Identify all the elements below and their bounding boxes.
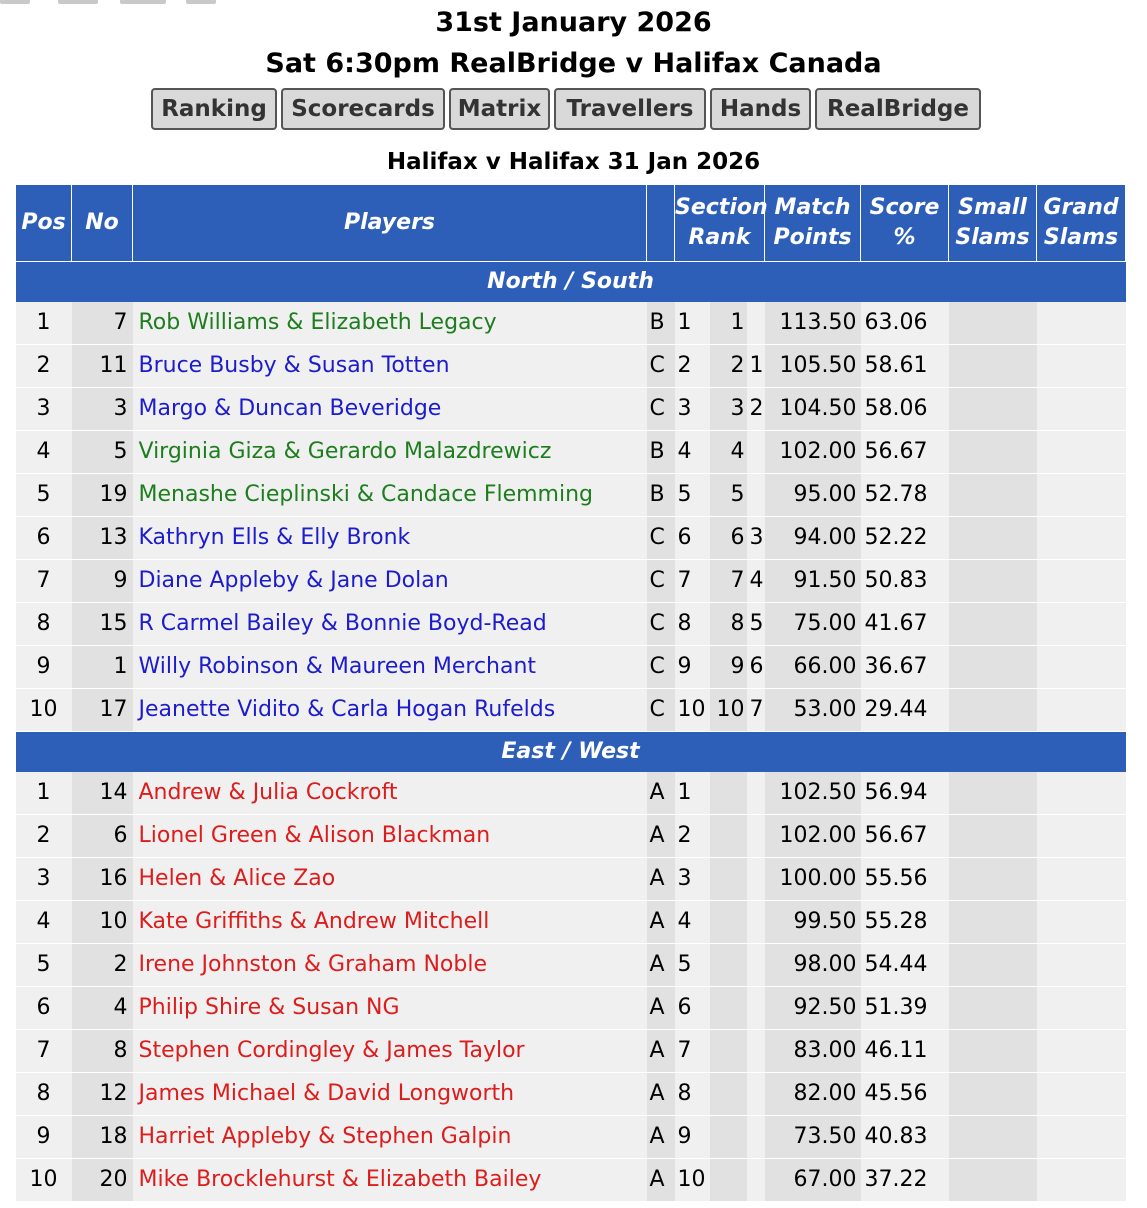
row-small-slams <box>949 858 1037 901</box>
row-pair-number: 11 <box>72 345 133 388</box>
nav-tabs <box>151 88 985 130</box>
section-header-row <box>16 732 1126 773</box>
row-strat: C <box>647 603 675 646</box>
row-rank-2: 6 <box>710 517 747 560</box>
row-strat: B <box>647 474 675 517</box>
col-header-strat <box>647 185 675 262</box>
table-row <box>16 1073 1126 1116</box>
row-grand-slams <box>1037 858 1126 901</box>
row-small-slams <box>949 388 1037 431</box>
row-pos: 10 <box>16 689 72 732</box>
row-rank-1: 2 <box>675 345 710 388</box>
row-rank-2 <box>710 987 747 1030</box>
row-pos: 5 <box>16 944 72 987</box>
row-pos: 9 <box>16 1116 72 1159</box>
row-rank-3 <box>747 944 765 987</box>
row-players[interactable]: Bruce Busby & Susan Totten <box>133 345 647 388</box>
row-pair-number: 13 <box>72 517 133 560</box>
row-rank-1: 6 <box>675 517 710 560</box>
row-players[interactable]: Kate Griffiths & Andrew Mitchell <box>133 901 647 944</box>
row-match-points: 102.50 <box>765 772 861 815</box>
row-score-pct: 50.83 <box>861 560 949 603</box>
row-strat: A <box>647 987 675 1030</box>
row-players[interactable]: James Michael & David Longworth <box>133 1073 647 1116</box>
row-rank-2 <box>710 858 747 901</box>
table-row <box>16 815 1126 858</box>
row-rank-3 <box>747 1116 765 1159</box>
table-row <box>16 388 1126 431</box>
row-rank-1: 7 <box>675 1030 710 1073</box>
table-row <box>16 772 1126 815</box>
col-header-score-pct <box>861 185 949 262</box>
row-strat: A <box>647 815 675 858</box>
results-subtitle: Halifax v Halifax 31 Jan 2026 <box>0 144 1147 180</box>
row-score-pct: 41.67 <box>861 603 949 646</box>
tab-hands[interactable]: Hands <box>710 88 811 130</box>
row-rank-1: 4 <box>675 901 710 944</box>
row-strat: A <box>647 1030 675 1073</box>
row-rank-2 <box>710 1030 747 1073</box>
row-strat: A <box>647 901 675 944</box>
row-score-pct: 52.78 <box>861 474 949 517</box>
results-table <box>15 184 1126 1208</box>
row-strat: C <box>647 388 675 431</box>
row-rank-2: 5 <box>710 474 747 517</box>
table-footer-cell <box>16 1202 1126 1208</box>
row-pair-number: 2 <box>72 944 133 987</box>
row-strat: B <box>647 302 675 345</box>
row-rank-2 <box>710 772 747 815</box>
col-header-small-slams-line2: Slams <box>955 225 1029 250</box>
row-small-slams <box>949 560 1037 603</box>
table-row <box>16 987 1126 1030</box>
row-pair-number: 18 <box>72 1116 133 1159</box>
col-header-section-rank-line1: Section <box>675 195 768 220</box>
row-players[interactable]: Harriet Appleby & Stephen Galpin <box>133 1116 647 1159</box>
row-pair-number: 12 <box>72 1073 133 1116</box>
row-rank-3: 1 <box>747 345 765 388</box>
row-pair-number: 10 <box>72 901 133 944</box>
row-rank-1: 8 <box>675 1073 710 1116</box>
row-grand-slams <box>1037 1116 1126 1159</box>
row-pos: 3 <box>16 858 72 901</box>
row-strat: C <box>647 689 675 732</box>
col-header-score-line1: Score <box>870 195 940 220</box>
row-pos: 10 <box>16 1159 72 1202</box>
row-small-slams <box>949 1030 1037 1073</box>
row-rank-1: 9 <box>675 646 710 689</box>
table-row <box>16 345 1126 388</box>
row-rank-3: 6 <box>747 646 765 689</box>
row-match-points: 99.50 <box>765 901 861 944</box>
row-match-points: 95.00 <box>765 474 861 517</box>
row-pos: 4 <box>16 431 72 474</box>
col-header-small-slams <box>949 185 1037 262</box>
row-rank-3 <box>747 772 765 815</box>
row-strat: C <box>647 560 675 603</box>
row-strat: C <box>647 345 675 388</box>
col-header-small-slams-line1: Small <box>958 195 1027 220</box>
row-grand-slams <box>1037 560 1126 603</box>
row-rank-1: 7 <box>675 560 710 603</box>
row-rank-2 <box>710 815 747 858</box>
row-pos: 7 <box>16 560 72 603</box>
col-header-match-points-line1: Match <box>775 195 851 220</box>
row-rank-3 <box>747 302 765 345</box>
row-rank-1: 6 <box>675 987 710 1030</box>
row-match-points: 92.50 <box>765 987 861 1030</box>
row-rank-3 <box>747 901 765 944</box>
row-rank-2: 2 <box>710 345 747 388</box>
row-small-slams <box>949 689 1037 732</box>
row-rank-3 <box>747 431 765 474</box>
row-pos: 2 <box>16 815 72 858</box>
col-header-section-rank-line2: Rank <box>688 225 750 250</box>
row-rank-2: 9 <box>710 646 747 689</box>
row-players[interactable]: Willy Robinson & Maureen Merchant <box>133 646 647 689</box>
row-small-slams <box>949 1116 1037 1159</box>
row-score-pct: 54.44 <box>861 944 949 987</box>
row-rank-1: 3 <box>675 388 710 431</box>
row-players[interactable]: Mike Brocklehurst & Elizabeth Bailey <box>133 1159 647 1202</box>
row-strat: A <box>647 772 675 815</box>
event-date: 31st January 2026 <box>0 4 1147 42</box>
table-row <box>16 901 1126 944</box>
row-match-points: 104.50 <box>765 388 861 431</box>
table-row <box>16 474 1126 517</box>
row-players[interactable]: Menashe Cieplinski & Candace Flemming <box>133 474 647 517</box>
row-match-points: 82.00 <box>765 1073 861 1116</box>
col-header-grand-slams-line1: Grand <box>1043 195 1118 220</box>
row-rank-1: 9 <box>675 1116 710 1159</box>
row-pair-number: 4 <box>72 987 133 1030</box>
row-match-points: 83.00 <box>765 1030 861 1073</box>
row-grand-slams <box>1037 901 1126 944</box>
row-match-points: 67.00 <box>765 1159 861 1202</box>
table-row <box>16 689 1126 732</box>
row-players[interactable]: Virginia Giza & Gerardo Malazdrewicz <box>133 431 647 474</box>
row-rank-2 <box>710 1116 747 1159</box>
row-match-points: 53.00 <box>765 689 861 732</box>
row-small-slams <box>949 815 1037 858</box>
col-header-pos: Pos <box>16 185 72 262</box>
row-rank-1: 3 <box>675 858 710 901</box>
col-header-section-rank <box>675 185 765 262</box>
row-rank-1: 10 <box>675 1159 710 1202</box>
tab-ranking[interactable]: Ranking <box>151 88 277 130</box>
row-grand-slams <box>1037 987 1126 1030</box>
row-match-points: 105.50 <box>765 345 861 388</box>
col-header-match-points-line2: Points <box>774 225 852 250</box>
row-pair-number: 8 <box>72 1030 133 1073</box>
row-grand-slams <box>1037 772 1126 815</box>
row-grand-slams <box>1037 1073 1126 1116</box>
row-pos: 8 <box>16 1073 72 1116</box>
row-rank-2: 7 <box>710 560 747 603</box>
row-small-slams <box>949 646 1037 689</box>
event-title: Sat 6:30pm RealBridge v Halifax Canada <box>0 45 1147 83</box>
col-header-match-points <box>765 185 861 262</box>
row-strat: C <box>647 517 675 560</box>
row-rank-3 <box>747 1159 765 1202</box>
row-grand-slams <box>1037 689 1126 732</box>
row-pair-number: 3 <box>72 388 133 431</box>
col-header-no: No <box>72 185 133 262</box>
tab-matrix[interactable]: Matrix <box>449 88 550 130</box>
table-footer-spacer <box>16 1202 1126 1208</box>
row-small-slams <box>949 431 1037 474</box>
row-rank-1: 10 <box>675 689 710 732</box>
row-rank-2: 3 <box>710 388 747 431</box>
table-row <box>16 646 1126 689</box>
row-score-pct: 37.22 <box>861 1159 949 1202</box>
col-header-score-line2: % <box>894 225 916 250</box>
table-row <box>16 517 1126 560</box>
row-rank-1: 1 <box>675 302 710 345</box>
row-players[interactable]: Kathryn Ells & Elly Bronk <box>133 517 647 560</box>
row-players[interactable]: R Carmel Bailey & Bonnie Boyd-Read <box>133 603 647 646</box>
row-players[interactable]: Helen & Alice Zao <box>133 858 647 901</box>
row-rank-2: 8 <box>710 603 747 646</box>
row-rank-3 <box>747 1073 765 1116</box>
table-row <box>16 1030 1126 1073</box>
table-header-row <box>16 185 1126 262</box>
row-pos: 3 <box>16 388 72 431</box>
row-score-pct: 52.22 <box>861 517 949 560</box>
row-score-pct: 58.06 <box>861 388 949 431</box>
row-strat: A <box>647 1073 675 1116</box>
row-pair-number: 7 <box>72 302 133 345</box>
row-grand-slams <box>1037 474 1126 517</box>
row-score-pct: 40.83 <box>861 1116 949 1159</box>
row-small-slams <box>949 517 1037 560</box>
tab-travellers[interactable]: Travellers <box>554 88 706 130</box>
row-rank-2: 10 <box>710 689 747 732</box>
row-match-points: 100.00 <box>765 858 861 901</box>
results-body <box>16 262 1126 1208</box>
row-pos: 2 <box>16 345 72 388</box>
row-match-points: 73.50 <box>765 1116 861 1159</box>
row-match-points: 75.00 <box>765 603 861 646</box>
row-score-pct: 56.67 <box>861 431 949 474</box>
row-match-points: 98.00 <box>765 944 861 987</box>
row-small-slams <box>949 474 1037 517</box>
row-rank-3 <box>747 815 765 858</box>
row-pair-number: 14 <box>72 772 133 815</box>
row-rank-1: 4 <box>675 431 710 474</box>
row-pos: 1 <box>16 302 72 345</box>
row-rank-3: 4 <box>747 560 765 603</box>
table-row <box>16 944 1126 987</box>
row-small-slams <box>949 901 1037 944</box>
row-players[interactable]: Lionel Green & Alison Blackman <box>133 815 647 858</box>
row-grand-slams <box>1037 815 1126 858</box>
row-score-pct: 46.11 <box>861 1030 949 1073</box>
tab-scorecards[interactable]: Scorecards <box>281 88 445 130</box>
section-title: North / South <box>16 262 1126 303</box>
row-score-pct: 56.94 <box>861 772 949 815</box>
row-small-slams <box>949 944 1037 987</box>
row-score-pct: 55.56 <box>861 858 949 901</box>
row-rank-3: 3 <box>747 517 765 560</box>
row-score-pct: 45.56 <box>861 1073 949 1116</box>
section-title: East / West <box>16 732 1126 773</box>
tab-realbridge[interactable]: RealBridge <box>815 88 981 130</box>
row-small-slams <box>949 603 1037 646</box>
row-pair-number: 17 <box>72 689 133 732</box>
row-rank-3 <box>747 858 765 901</box>
row-rank-2 <box>710 944 747 987</box>
row-score-pct: 29.44 <box>861 689 949 732</box>
row-pos: 6 <box>16 987 72 1030</box>
row-rank-1: 5 <box>675 944 710 987</box>
row-pair-number: 19 <box>72 474 133 517</box>
row-grand-slams <box>1037 517 1126 560</box>
row-match-points: 66.00 <box>765 646 861 689</box>
table-row <box>16 858 1126 901</box>
row-score-pct: 55.28 <box>861 901 949 944</box>
row-pos: 7 <box>16 1030 72 1073</box>
row-players[interactable]: Margo & Duncan Beveridge <box>133 388 647 431</box>
row-rank-1: 5 <box>675 474 710 517</box>
row-rank-2 <box>710 1159 747 1202</box>
row-rank-1: 1 <box>675 772 710 815</box>
row-grand-slams <box>1037 302 1126 345</box>
row-rank-2: 1 <box>710 302 747 345</box>
section-header-row <box>16 262 1126 303</box>
row-small-slams <box>949 345 1037 388</box>
row-pos: 1 <box>16 772 72 815</box>
col-header-players: Players <box>133 185 647 262</box>
row-pos: 5 <box>16 474 72 517</box>
row-rank-3: 7 <box>747 689 765 732</box>
row-pos: 8 <box>16 603 72 646</box>
row-strat: C <box>647 646 675 689</box>
row-match-points: 113.50 <box>765 302 861 345</box>
row-rank-1: 8 <box>675 603 710 646</box>
row-pair-number: 16 <box>72 858 133 901</box>
row-pos: 4 <box>16 901 72 944</box>
row-grand-slams <box>1037 1030 1126 1073</box>
row-pair-number: 1 <box>72 646 133 689</box>
row-pos: 9 <box>16 646 72 689</box>
row-small-slams <box>949 1159 1037 1202</box>
row-pair-number: 9 <box>72 560 133 603</box>
row-strat: B <box>647 431 675 474</box>
row-pair-number: 5 <box>72 431 133 474</box>
row-grand-slams <box>1037 603 1126 646</box>
col-header-grand-slams <box>1037 185 1126 262</box>
row-strat: A <box>647 858 675 901</box>
row-match-points: 102.00 <box>765 431 861 474</box>
row-players[interactable]: Diane Appleby & Jane Dolan <box>133 560 647 603</box>
row-small-slams <box>949 302 1037 345</box>
row-grand-slams <box>1037 345 1126 388</box>
row-rank-2 <box>710 1073 747 1116</box>
row-match-points: 102.00 <box>765 815 861 858</box>
row-pair-number: 20 <box>72 1159 133 1202</box>
row-strat: A <box>647 944 675 987</box>
table-row <box>16 302 1126 345</box>
row-rank-3 <box>747 474 765 517</box>
row-rank-3 <box>747 1030 765 1073</box>
col-header-grand-slams-line2: Slams <box>1044 225 1118 250</box>
row-rank-1: 2 <box>675 815 710 858</box>
row-grand-slams <box>1037 431 1126 474</box>
row-pair-number: 6 <box>72 815 133 858</box>
row-grand-slams <box>1037 1159 1126 1202</box>
row-score-pct: 58.61 <box>861 345 949 388</box>
row-small-slams <box>949 1073 1037 1116</box>
row-players[interactable]: Irene Johnston & Graham Noble <box>133 944 647 987</box>
table-row <box>16 603 1126 646</box>
row-pos: 6 <box>16 517 72 560</box>
row-grand-slams <box>1037 944 1126 987</box>
row-rank-3: 2 <box>747 388 765 431</box>
row-small-slams <box>949 772 1037 815</box>
table-row <box>16 431 1126 474</box>
table-row <box>16 1159 1126 1202</box>
row-players[interactable]: Rob Williams & Elizabeth Legacy <box>133 302 647 345</box>
row-rank-2: 4 <box>710 431 747 474</box>
table-row <box>16 560 1126 603</box>
row-strat: A <box>647 1116 675 1159</box>
row-score-pct: 56.67 <box>861 815 949 858</box>
row-strat: A <box>647 1159 675 1202</box>
row-players[interactable]: Jeanette Vidito & Carla Hogan Rufelds <box>133 689 647 732</box>
row-players[interactable]: Stephen Cordingley & James Taylor <box>133 1030 647 1073</box>
row-match-points: 94.00 <box>765 517 861 560</box>
row-rank-3 <box>747 987 765 1030</box>
row-score-pct: 51.39 <box>861 987 949 1030</box>
row-players[interactable]: Andrew & Julia Cockroft <box>133 772 647 815</box>
row-rank-3: 5 <box>747 603 765 646</box>
row-small-slams <box>949 987 1037 1030</box>
row-grand-slams <box>1037 646 1126 689</box>
table-row <box>16 1116 1126 1159</box>
row-score-pct: 36.67 <box>861 646 949 689</box>
row-match-points: 91.50 <box>765 560 861 603</box>
row-grand-slams <box>1037 388 1126 431</box>
row-rank-2 <box>710 901 747 944</box>
row-players[interactable]: Philip Shire & Susan NG <box>133 987 647 1030</box>
row-score-pct: 63.06 <box>861 302 949 345</box>
row-pair-number: 15 <box>72 603 133 646</box>
